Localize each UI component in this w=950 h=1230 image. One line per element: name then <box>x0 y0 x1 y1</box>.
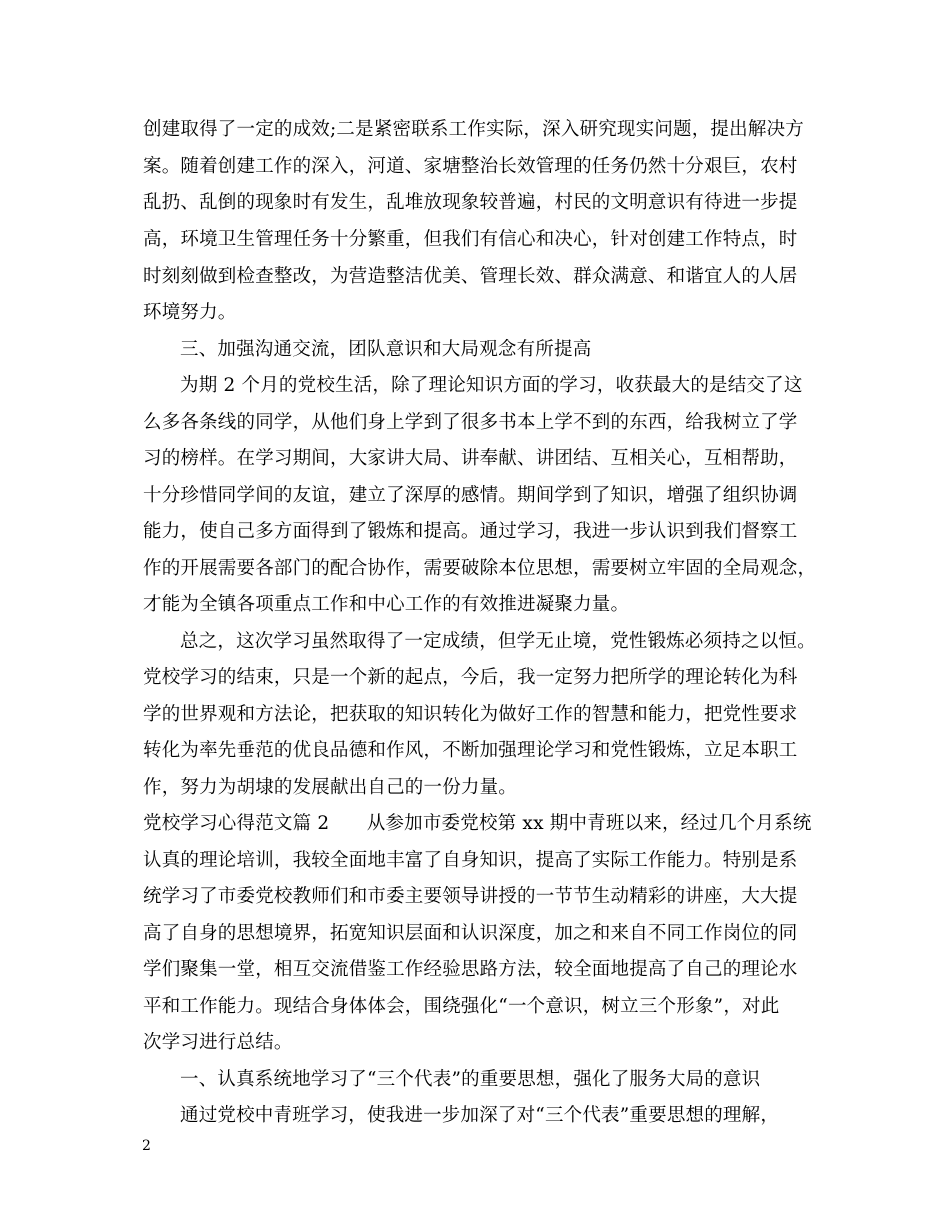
text-line: 十分珍惜同学间的友谊，建立了深厚的感情。期间学到了知识，增强了组织协调 <box>143 485 798 506</box>
text-line: 总之，这次学习虽然取得了一定成绩，但学无止境，党性锻炼必须持之以恒。 <box>180 631 816 652</box>
text-line: 才能为全镇各项重点工作和中心工作的有效推进凝聚力量。 <box>143 594 630 615</box>
text-line: 环境努力。 <box>143 302 237 323</box>
text-line: 统学习了市委党校教师们和市委主要领导讲授的一节节生动精彩的讲座，大大提 <box>143 886 798 907</box>
text-line: 创建取得了一定的成效;二是紧密联系工作实际，深入研究现实问题，提出解决方 <box>143 119 804 140</box>
text-line: 次学习进行总结。 <box>143 1032 293 1053</box>
text-line: 习的榜样。在学习期间，大家讲大局、讲奉献、讲团结、互相关心，互相帮助， <box>143 448 798 469</box>
text-line: 高，环境卫生管理任务十分繁重，但我们有信心和决心，针对创建工作特点，时 <box>143 229 798 250</box>
text-line: 为期 2 个月的党校生活，除了理论知识方面的学习，收获最大的是结交了这 <box>180 375 803 396</box>
text-line: 高了自身的思想境界，拓宽知识层面和认识深度，加之和来自不同工作岗位的同 <box>143 923 798 944</box>
text-line: 通过党校中青班学习，使我进一步加深了对“三个代表”重要思想的理解， <box>180 1105 780 1126</box>
text-line: 学们聚集一堂，相互交流借鉴工作经验思路方法，较全面地提高了自己的理论水 <box>143 959 798 980</box>
text-line: 党校学习的结束，只是一个新的起点，今后，我一定努力把所学的理论转化为科 <box>143 667 798 688</box>
text-line: 时刻刻做到检查整改，为营造整洁优美、管理长效、群众满意、和谐宜人的人居 <box>143 266 798 287</box>
text-line: 转化为率先垂范的优良品德和作风，不断加强理论学习和党性锻炼，立足本职工 <box>143 740 798 761</box>
text-line: 作，努力为胡埭的发展献出自己的一份力量。 <box>143 777 518 798</box>
text-line: 么多各条线的同学，从他们身上学到了很多书本上学不到的东西，给我树立了学 <box>143 412 798 433</box>
text-line: 乱扔、乱倒的现象时有发生，乱堆放现象较普遍，村民的文明意识有待进一步提 <box>143 192 798 213</box>
section-heading: 三、加强沟通交流，团队意识和大局观念有所提高 <box>180 339 592 360</box>
text-line: 能力，使自己多方面得到了锻炼和提高。通过学习，我进一步认识到我们督察工 <box>143 521 798 542</box>
page-number: 2 <box>142 1138 151 1154</box>
section-heading: 一、认真系统地学习了“三个代表”的重要思想，强化了服务大局的意识 <box>180 1069 761 1090</box>
text-line: 认真的理论培训，我较全面地丰富了自身知识，提高了实际工作能力。特别是系 <box>143 850 798 871</box>
text-line: 平和工作能力。现结合身体体会，围绕强化“一个意识，树立三个形象”，对此 <box>143 996 780 1017</box>
text-line: 学的世界观和方法论，把获取的知识转化为做好工作的智慧和能力，把党性要求 <box>143 704 798 725</box>
text-line: 案。随着创建工作的深入，河道、家塘整治长效管理的任务仍然十分艰巨，农村 <box>143 156 798 177</box>
text-line: 党校学习心得范文篇 2 从参加市委党校第 xx 期中青班以来，经过几个月系统 <box>143 813 812 834</box>
text-line: 作的开展需要各部门的配合协作，需要破除本位思想，需要树立牢固的全局观念， <box>143 558 817 579</box>
